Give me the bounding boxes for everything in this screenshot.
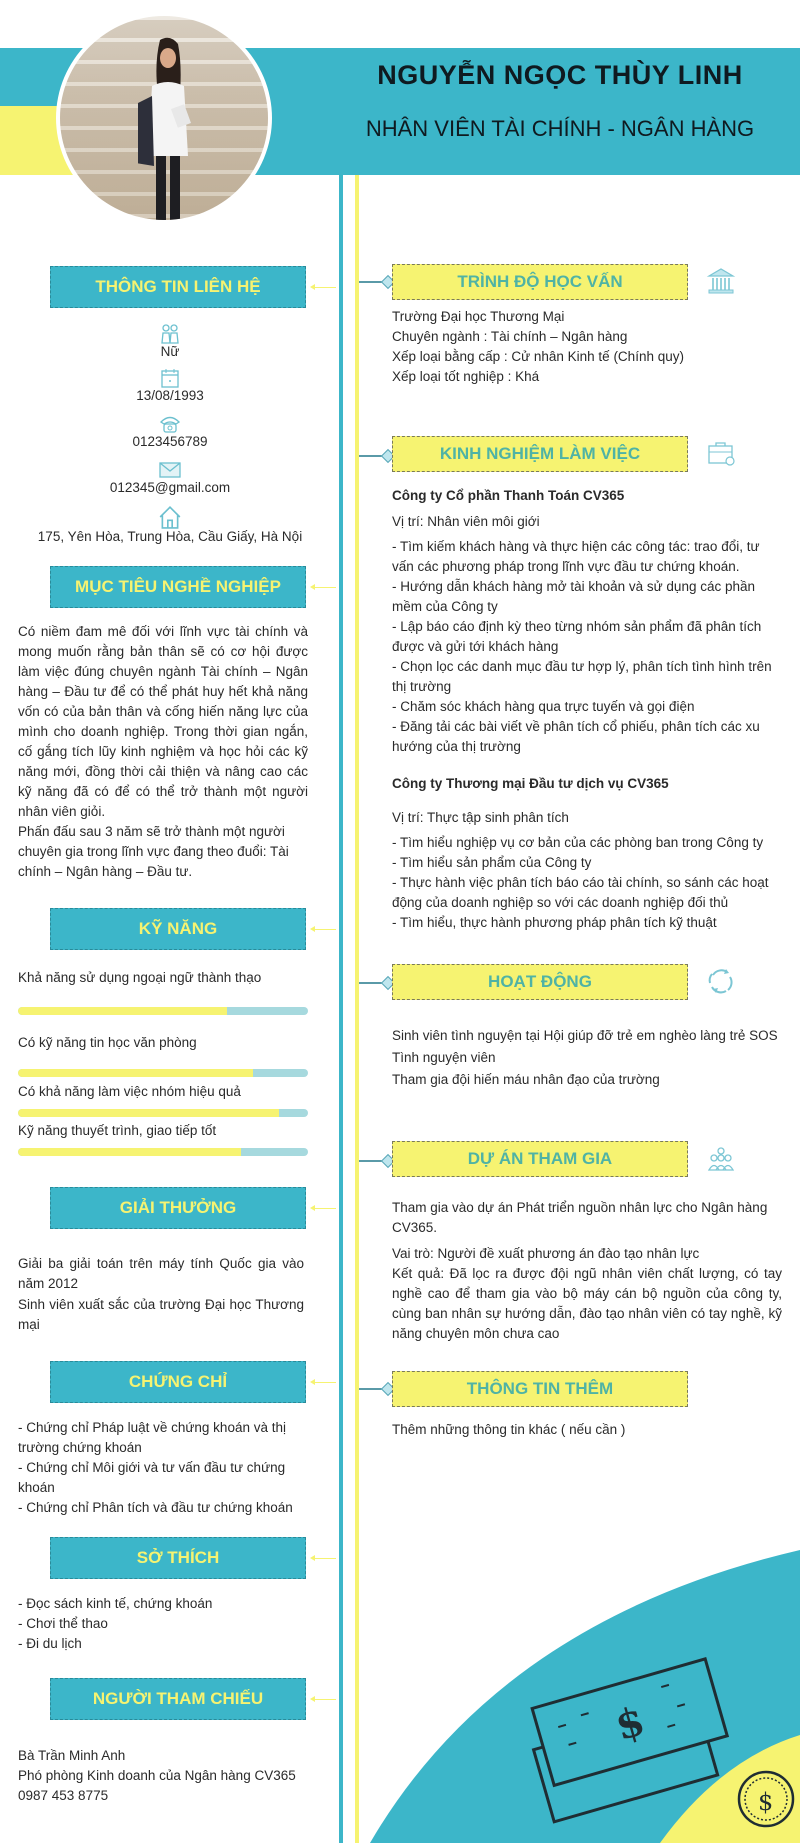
section-heading-activities: HOẠT ĐỘNG [392, 964, 688, 1000]
project-description: Tham gia vào dự án Phát triển nguồn nhân lực cho Ngân hàng CV365. [392, 1200, 768, 1235]
reference-phone[interactable]: 0987 453 8775 [18, 1788, 109, 1803]
job-duties [392, 537, 782, 757]
timeline-connector [359, 455, 389, 457]
skill-label: Kỹ năng thuyết trình, giao tiếp tốt [18, 1123, 217, 1138]
skill-bar-fill [18, 1148, 241, 1156]
section-heading-objective: MỤC TIÊU NGHỀ NGHIỆP [50, 566, 306, 608]
home-icon [158, 505, 182, 529]
birthday-value: 13/08/1993 [136, 388, 204, 403]
contact-gender [0, 324, 340, 359]
timeline-connector [359, 982, 389, 984]
activity-item: Tham gia đội hiến máu nhân đạo của trường [392, 1072, 660, 1087]
skill-bar [18, 1148, 308, 1156]
phone-icon [159, 414, 181, 434]
objective-body [18, 622, 308, 882]
job-duty: - Tìm hiểu sản phẩm của Công ty [392, 855, 592, 870]
timeline-connector [359, 281, 389, 283]
arrow-connector [312, 1558, 336, 1559]
arrow-connector [312, 1699, 336, 1700]
arrow-connector [312, 929, 336, 930]
svg-text:$: $ [610, 1697, 650, 1751]
activities-body [392, 1026, 782, 1090]
projects-body [392, 1198, 782, 1344]
skill-bar [18, 1007, 308, 1015]
contact-phone [0, 414, 340, 449]
mail-icon [159, 460, 181, 480]
job-duty: - Chăm sóc khách hàng qua trực tuyến và gọi điện [392, 699, 695, 714]
section-heading-contact: THÔNG TIN LIÊN HỆ [50, 266, 306, 308]
briefcase-icon [706, 438, 736, 468]
timeline-connector [359, 1160, 389, 1162]
skill-bar-fill [18, 1007, 227, 1015]
job-title: NHÂN VIÊN TÀI CHÍNH - NGÂN HÀNG [365, 116, 755, 141]
skill-bar-fill [18, 1069, 253, 1077]
hobby-item: - Đi du lịch [18, 1636, 82, 1651]
section-heading-education: TRÌNH ĐỘ HỌC VẤN [392, 264, 688, 300]
job-duty: - Đăng tải các bài viết về phân tích cổ phiếu, phân tích các xu hướng của thị trường [392, 719, 760, 754]
profile-photo [56, 12, 272, 224]
skill-bar [18, 1069, 308, 1077]
contact-email [0, 460, 340, 495]
job-duty: - Thực hành việc phân tích báo cáo tài chính, so sánh các hoạt động của doanh nghiệp so với các doanh nghiệp đối thủ [392, 875, 769, 910]
section-heading-references: NGƯỜI THAM CHIẾU [50, 1678, 306, 1720]
section-heading-projects: DỰ ÁN THAM GIA [392, 1141, 688, 1177]
section-heading-experience: KINH NGHIỆM LÀM VIỆC [392, 436, 688, 472]
reference-name: Bà Trần Minh Anh [18, 1748, 126, 1763]
skill-label: Có khả năng làm việc nhóm hiệu quả [18, 1084, 241, 1099]
award-item: Giải ba giải toán trên máy tính Quốc gia vào năm 2012 [18, 1256, 304, 1291]
timeline-connector [359, 1388, 389, 1390]
education-degree: Xếp loại bằng cấp : Cử nhân Kinh tế (Chính quy) [392, 349, 684, 364]
job-duty: - Tìm kiếm khách hàng và thực hiện các công tác: trao đổi, tư vấn các phương pháp trong lĩnh vực đầu tư chứng khoán. [392, 539, 760, 574]
section-heading-skills: KỸ NĂNG [50, 908, 306, 950]
job-position: Vị trí: Nhân viên môi giới [392, 514, 540, 529]
job-duty: - Chọn lọc các danh mục đầu tư hợp lý, phân tích tình hình trên thị trường [392, 659, 772, 694]
person-silhouette-icon [138, 36, 198, 224]
email-value[interactable]: 012345@gmail.com [109, 480, 231, 495]
reference-position: Phó phòng Kinh doanh của Ngân hàng CV365 [18, 1768, 296, 1783]
bank-building-icon [706, 266, 736, 296]
svg-text:$: $ [758, 1788, 774, 1816]
skill-bar [18, 1109, 308, 1117]
hobby-list [18, 1594, 308, 1654]
gender-value: Nữ [160, 344, 180, 359]
certificate-item: - Chứng chỉ Pháp luật về chứng khoán và thị trường chứng khoán [18, 1420, 286, 1455]
money-decoration [340, 1450, 800, 1843]
arrow-connector [312, 1382, 336, 1383]
section-heading-awards: GIẢI THƯỞNG [50, 1187, 306, 1229]
skill-label: Khả năng sử dụng ngoại ngữ thành thạo [18, 970, 262, 985]
job-duty: - Lập báo cáo định kỳ theo từng nhóm sản phẩm đã phân tích được và gửi tới khách hàng [392, 619, 762, 654]
certificate-item: - Chứng chỉ Môi giới và tư vấn đầu tư chứng khoán [18, 1460, 286, 1495]
arrow-connector [312, 587, 336, 588]
job-duty: - Hướng dẫn khách hàng mở tài khoản và sử dụng các phần mềm của Công ty [392, 579, 755, 614]
award-item: Sinh viên xuất sắc của trường Đại học Thương mại [18, 1297, 304, 1332]
gender-icon [159, 324, 181, 344]
education-major: Chuyên ngành : Tài chính – Ngân hàng [392, 329, 628, 344]
education-school: Trường Đại học Thương Mại [392, 309, 565, 324]
phone-value[interactable]: 0123456789 [132, 434, 208, 449]
certificate-list [18, 1418, 308, 1518]
objective-paragraph: Phấn đấu sau 3 năm sẽ trở thành một người chuyên gia trong lĩnh vực đang theo đuổi: Tài chính – Ngân hàng – Đầu tư. [18, 824, 289, 879]
activity-item: Tình nguyện viên [392, 1050, 496, 1065]
education-body [392, 307, 772, 387]
extra-info-text: Thêm những thông tin khác ( nếu cần ) [392, 1422, 626, 1437]
arrow-connector [312, 1208, 336, 1209]
reference-block [18, 1746, 318, 1806]
skill-bar-fill [18, 1109, 279, 1117]
project-role: Vai trò: Người đề xuất phương án đào tạo nhân lực [392, 1246, 700, 1261]
contact-address [0, 505, 340, 544]
address-value: 175, Yên Hòa, Trung Hòa, Cầu Giấy, Hà Nội [37, 529, 303, 544]
arrow-connector [312, 287, 336, 288]
certificate-item: - Chứng chỉ Phân tích và đầu tư chứng khoán [18, 1500, 293, 1515]
skill-label: Có kỹ năng tin học văn phòng [18, 1035, 197, 1050]
hobby-item: - Đọc sách kinh tế, chứng khoán [18, 1596, 213, 1611]
objective-paragraph: Có niềm đam mê đối với lĩnh vực tài chính và mong muốn rằng bản thân sẽ có cơ hội được làm việc đúng chuyên ngành Tài chính – Ngân hàng – Đầu tư để có thể phát huy hết khả năng vốn có của bản thân và cống hiến năng lực của mình cho doanh nghiệp. Trong thời gian ngắn, cố gắng tích lũy kinh nghiệm và học hỏi các kỹ năng mới, đồng thời cải thiện và nâng cao các kỹ năng đã có để có thể trở thành một người nhân viên giỏi. [18, 624, 308, 819]
refresh-cycle-icon [706, 966, 736, 996]
team-people-icon [706, 1145, 736, 1175]
section-heading-hobbies: SỞ THÍCH [50, 1537, 306, 1579]
job-duty: - Tìm hiểu nghiệp vụ cơ bản của các phòng ban trong Công ty [392, 835, 764, 850]
job-company: Công ty Thương mại Đầu tư dịch vụ CV365 [392, 776, 669, 791]
section-heading-certificates: CHỨNG CHỈ [50, 1361, 306, 1403]
job-duties [392, 833, 782, 933]
section-heading-extra: THÔNG TIN THÊM [392, 1371, 688, 1407]
job-duty: - Tìm hiểu, thực hành phương pháp phân tích kỹ thuật [392, 915, 717, 930]
education-grade: Xếp loại tốt nghiệp : Khá [392, 369, 540, 384]
contact-birthday [0, 368, 340, 403]
activity-item: Sinh viên tình nguyện tại Hội giúp đỡ trẻ em nghèo làng trẻ SOS [392, 1028, 778, 1043]
job-position: Vị trí: Thực tập sinh phân tích [392, 810, 569, 825]
job-company: Công ty Cổ phần Thanh Toán CV365 [392, 488, 625, 503]
project-result: Kết quả: Đã lọc ra được đội ngũ nhân viên chất lượng, có tay nghề cao để tham gia vào bộ máy cán bộ nguồn của công ty, cùng ban nhân sự hướng dẫn, đào tạo nhân viên có tay nghề, kỹ năng chuyên môn chưa cao [392, 1266, 782, 1341]
candidate-name: NGUYỄN NGỌC THÙY LINH [377, 60, 743, 90]
calendar-icon [159, 368, 181, 388]
hobby-item: - Chơi thể thao [18, 1616, 108, 1631]
